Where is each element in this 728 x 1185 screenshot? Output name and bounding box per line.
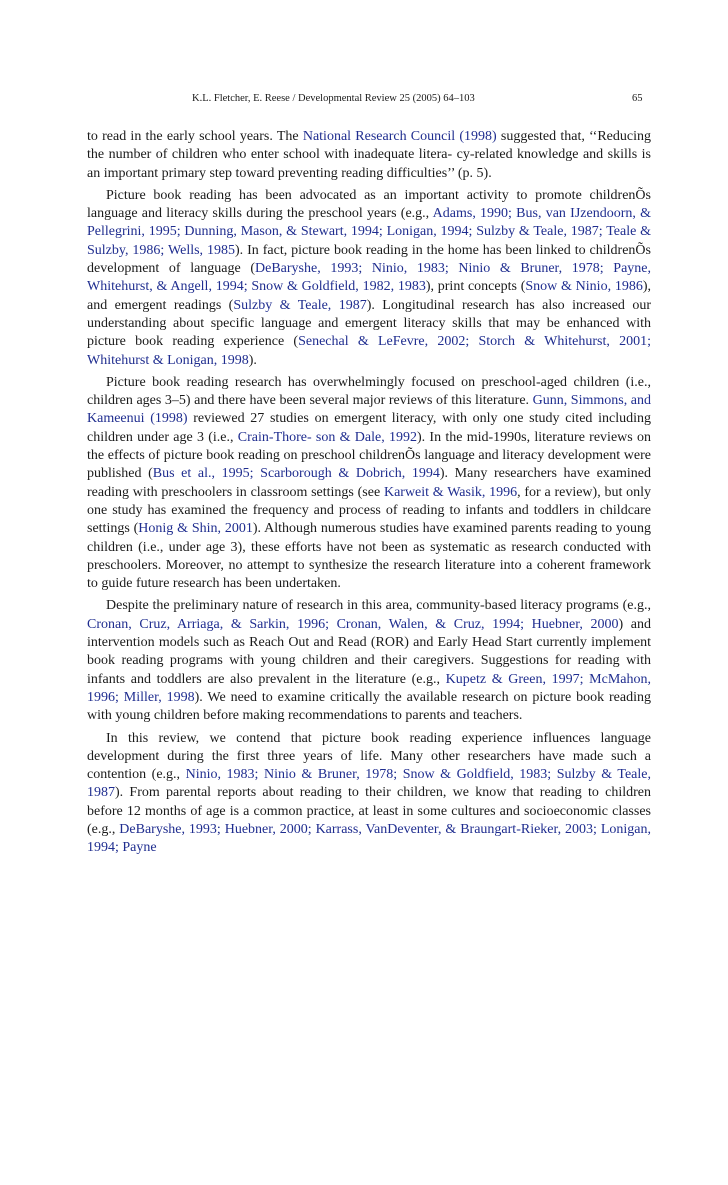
citation-link[interactable]: Senechal & LeFevre, 2002; Storch & Whitehurst, 2001; Whitehurst & Lonigan, 1998: [87, 334, 651, 368]
paragraph-text: ). We need to examine critically the available research on picture book reading with young children before making recommendations to parents and teachers.: [87, 689, 651, 724]
paragraph-text: suggested that, ‘‘Reducing the number of children who enter school with inadequate litera- cy-related knowledge and skills is an important primary step toward preventing reading difficulties’’ (p. 5).: [87, 129, 652, 181]
paragraph-text: Picture book reading has been advocated as an important activity to promote childrenÕs language and literacy skills during the preschool years (e.g.,: [87, 187, 651, 222]
paragraph-text: ). From parental reports about reading to their children, we know that reading to children before 12 months of age is a common practice, at least in some cultures and socioeconomic classes (e.g.,: [87, 785, 651, 837]
paragraph: [87, 128, 651, 183]
paragraph-text: , for a review), but only one study has examined the frequency and process of reading to infants and toddlers in childcare settings (: [87, 484, 652, 537]
citation-link[interactable]: Ninio, 1983; Ninio & Bruner, 1978; Snow & Goldfield, 1983; Sulzby & Teale, 1987: [87, 767, 651, 801]
citation-link[interactable]: DeBaryshe, 1993; Huebner, 2000; Karrass, VanDeventer, & Braungart-Rieker, 2003; Lonigan, 1994; Payne: [87, 821, 651, 856]
citation-link[interactable]: Adams, 1990; Bus, van IJzendoorn, & Pellegrini, 1995; Dunning, Mason, & Stewart, 1994; Lonigan, 1994; Sulzby & Teale, 1987; Teale & Sulzby, 1986; Wells, 1985: [87, 206, 651, 258]
citation-link[interactable]: National Research Council (1998): [302, 129, 497, 144]
citation-link[interactable]: Kupetz & Green, 1997; McMahon, 1996; Miller, 1998: [87, 671, 651, 705]
paragraph: [87, 187, 651, 370]
paragraph-text: ). Although numerous studies have examined parents reading to young children (i.e., under age 3), these efforts have not been as systematic as research conducted with preschoolers. Moreover, no attempt to synthesize the research literature into a coherent framework to guide future research has been undertaken.: [87, 521, 651, 592]
running-head: K.L. Fletcher, E. Reese / Developmental Review 25 (2005) 64–103: [192, 93, 475, 104]
paragraph-text: reviewed 27 studies on emergent literacy, with only one study cited including children under age 3 (i.e.,: [87, 411, 651, 445]
paragraph-text: to read in the early school years. The: [87, 129, 303, 144]
citation-link[interactable]: Honig & Shin, 2001: [138, 521, 253, 537]
paragraph-text: Despite the preliminary nature of research in this area, community-based literacy programs (e.g.,: [106, 598, 651, 614]
paragraph-text: ), and emergent readings (: [87, 279, 651, 313]
body-text: [87, 128, 651, 858]
paragraph-text: Picture book reading research has overwhelmingly focused on preschool-aged children (i.e., children ages 3–5) and there have been several major reviews of this literature.: [87, 374, 651, 409]
citation-link[interactable]: Sulzby & Teale, 1987: [233, 297, 367, 313]
page-number: 65: [632, 93, 643, 104]
citation-link[interactable]: Cronan, Cruz, Arriaga, & Sarkin, 1996; Cronan, Walen, & Cruz, 1994; Huebner, 2000: [87, 616, 619, 632]
paragraph-text: ). Longitudinal research has also increased our understanding about specific language and emergent literacy skills that may be enhanced with picture book reading experience (: [87, 297, 651, 350]
paragraph: [87, 374, 651, 594]
paragraph-text: ), print concepts (: [425, 279, 526, 295]
citation-link[interactable]: DeBaryshe, 1993; Ninio, 1983; Ninio & Bruner, 1978; Payne, Whitehurst, & Angell, 1994; Snow & Goldfield, 1982, 1983: [87, 261, 651, 295]
paragraph-text: ) and intervention models such as Reach Out and Read (ROR) and Early Head Start currently implement book reading programs with young children and their caregivers. Suggestions for reading with infants and toddlers are also prevalent in the literature (e.g.,: [87, 616, 651, 687]
paragraph: [87, 597, 651, 725]
citation-link[interactable]: Snow & Ninio, 1986: [525, 279, 643, 295]
paragraph-text: ). In the mid-1990s, literature reviews on the effects of picture book reading on preschool childrenÕs language and literacy development were published (: [87, 429, 651, 482]
paragraph-text: ). In fact, picture book reading in the home has been linked to childrenÕs development of language (: [87, 242, 651, 277]
paragraph-text: In this review, we contend that picture book reading experience influences language development during the first three years of life. Many other researchers have made such a contention (e.g.,: [87, 730, 651, 783]
paragraph-text: ).: [248, 352, 257, 368]
paragraph-text: ). Many researchers have examined reading with preschoolers in classroom settings (see: [87, 466, 652, 500]
citation-link[interactable]: Crain-Thore- son & Dale, 1992: [237, 429, 417, 445]
citation-link[interactable]: Gunn, Simmons, and Kameenui (1998): [87, 393, 651, 427]
paragraph: [87, 730, 651, 858]
citation-link[interactable]: Karweit & Wasik, 1996: [383, 484, 518, 500]
citation-link[interactable]: Bus et al., 1995; Scarborough & Dobrich, 1994: [152, 466, 440, 482]
